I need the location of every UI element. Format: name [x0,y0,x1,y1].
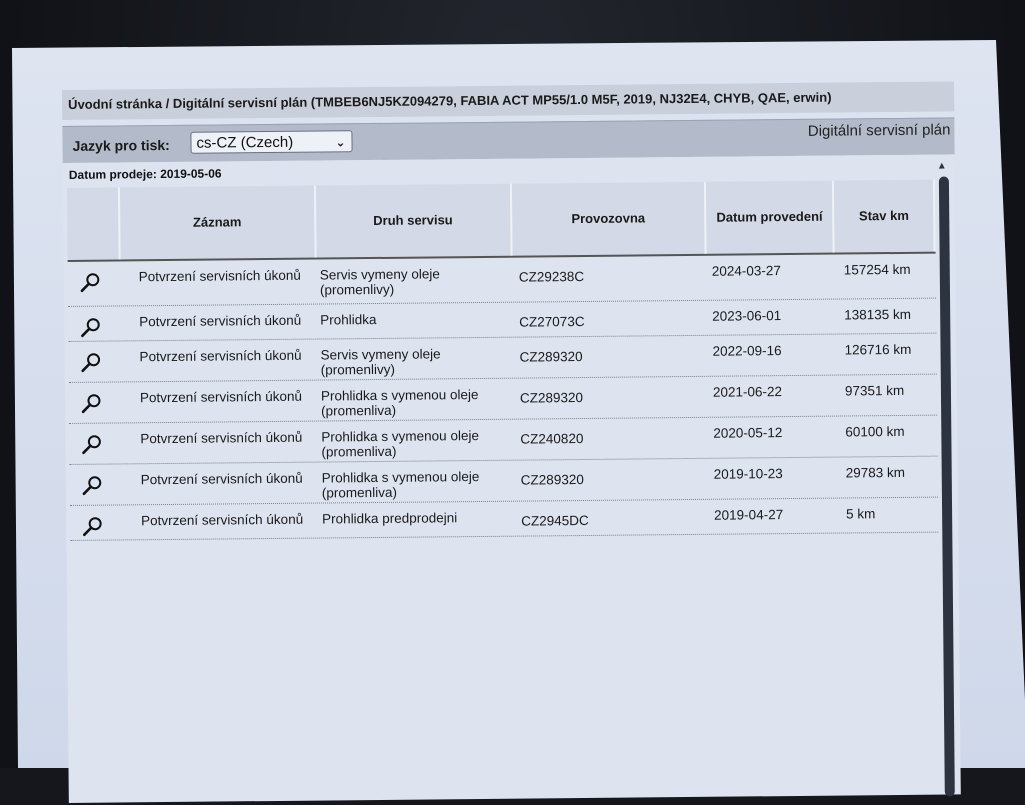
cell-record: Potvrzení servisních úkonů [139,388,303,406]
column-header-mileage[interactable]: Stav km [834,180,935,253]
cell-date: 2022-09-16 [712,343,782,359]
scrollbar[interactable] [939,176,955,796]
cell-mileage: 29783 km [845,464,906,481]
table-header [67,180,936,262]
cell-workshop: CZ27073C [519,313,585,330]
cell-service-type: Prohlidka s vymenou oleje (promenliva) [321,469,480,501]
cell-service-type: Prohlidka predprodejni [322,510,458,527]
cell-workshop: CZ289320 [519,349,583,365]
column-header-icon [67,187,121,260]
plan-title: Digitální servisní plán [807,121,951,140]
column-header-service-type[interactable]: Druh servisu [316,184,513,258]
cell-date: 2021-06-22 [712,384,783,400]
cell-mileage: 138135 km [844,306,912,323]
cell-workshop: CZ29238C [518,268,585,285]
service-plan-page [62,81,961,803]
cell-service-type: Prohlidka s vymenou oleje (promenliva) [321,428,480,460]
language-select-value: cs-CZ (Czech) [196,133,294,152]
cell-workshop: CZ289320 [520,472,584,488]
cell-mileage: 157254 km [843,261,911,278]
cell-mileage: 126716 km [844,341,912,358]
magnifier-icon[interactable] [80,272,102,294]
cell-record: Potvrzení servisních úkonů [140,429,303,447]
sale-date: Datum prodeje: 2019-05-06 [68,166,222,182]
cell-record: Potvrzení servisních úkonů [139,347,302,365]
cell-service-type: Prohlidka s vymenou oleje (promenliva) [320,387,479,419]
cell-mileage: 97351 km [844,382,905,399]
cell-date: 2020-05-12 [713,425,783,441]
cell-record: Potvrzení servisních úkonů [139,312,302,330]
column-header-record[interactable]: Záznam [120,186,316,260]
magnifier-icon[interactable] [81,434,103,456]
cell-date: 2019-10-23 [713,466,783,482]
column-header-workshop[interactable]: Provozovna [512,182,707,256]
cell-workshop: CZ289320 [519,390,584,406]
breadcrumb[interactable]: Úvodní stránka / Digitální servisní plán (TMBEB6NJ5KZ094279, FABIA ACT MP55/1.0 M5F, 2019, NJ32E4, CHYB, QAE, erwin) [62,81,954,120]
cell-workshop: CZ240820 [520,431,584,447]
scroll-up-icon[interactable]: ▲ [936,160,947,172]
cell-mileage: 5 km [846,506,876,522]
magnifier-icon[interactable] [81,393,103,415]
cell-service-type: Prohlidka [320,311,377,328]
magnifier-icon[interactable] [82,516,104,538]
table-row[interactable] [70,498,938,541]
cell-date: 2019-04-27 [714,507,784,523]
cell-workshop: CZ2945DC [521,512,589,529]
cell-date: 2023-06-01 [712,308,782,324]
language-label: Jazyk pro tisk: [72,136,170,154]
cell-service-type: Servis vymeny oleje (promenlivy) [320,346,441,378]
service-records-table [67,180,938,541]
cell-mileage: 60100 km [845,423,905,440]
service-records-panel [63,154,961,803]
cell-record: Potvrzení servisních úkonů [141,511,304,529]
cell-service-type: Servis vymeny oleje (promenlivy) [319,266,440,298]
cell-record: Potvrzení servisních úkonů [138,267,301,285]
magnifier-icon[interactable] [82,475,104,497]
language-select[interactable] [190,130,352,154]
magnifier-icon[interactable] [80,317,102,339]
column-header-date[interactable]: Datum provedení [706,181,835,254]
magnifier-icon[interactable] [81,352,103,374]
cell-record: Potvrzení servisních úkonů [140,470,303,488]
cell-date: 2024-03-27 [711,263,781,279]
chevron-down-icon: ⌄ [335,135,346,150]
